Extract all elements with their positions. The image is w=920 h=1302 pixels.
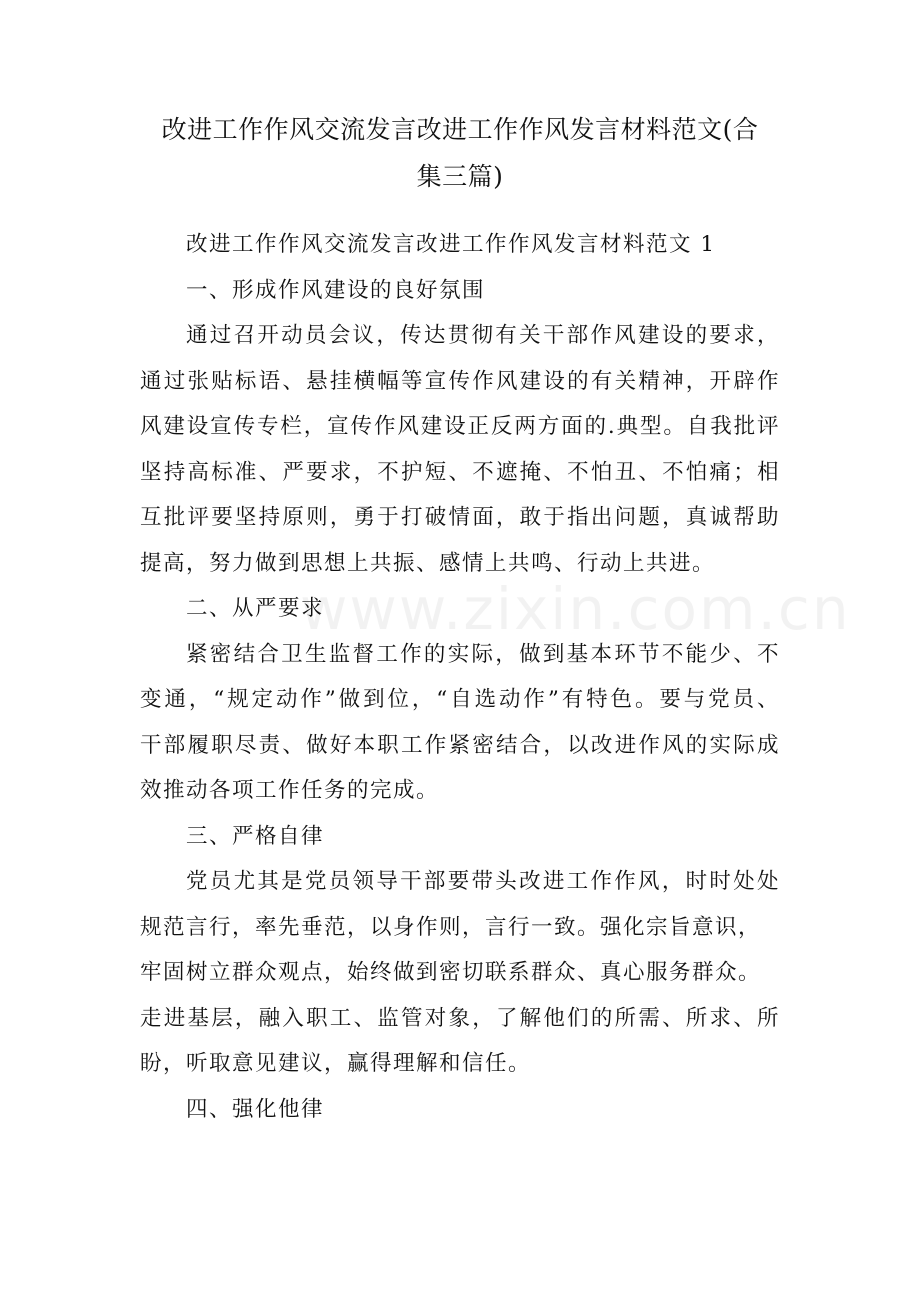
paragraph-3-line: 牢固树立群众观点，始终做到密切联系群众、真心服务群众。 bbox=[140, 960, 762, 985]
document-body bbox=[140, 222, 851, 1132]
paragraph-3-line: 党员尤其是党员领导干部要带头改进工作作风，时时处处 bbox=[186, 869, 780, 894]
heading-3: 三、严格自律 bbox=[186, 823, 325, 849]
paragraph-1-line: 通过张贴标语、悬挂横幅等宣传作风建设的有关精神，开辟作 bbox=[140, 368, 780, 394]
paragraph-2-line: 变通，“规定动作”做到位，“自选动作”有特色。要与党员、 bbox=[140, 687, 780, 712]
paragraph-2-line: 效推动各项工作任务的完成。 bbox=[140, 778, 440, 803]
paragraph-2-line: 干部履职尽责、做好本职工作紧密结合，以改进作风的实际成 bbox=[140, 732, 780, 758]
paragraph-2-line: 紧密结合卫生监督工作的实际，做到基本环节不能少、不 bbox=[186, 641, 780, 667]
heading-1: 一、形成作风建设的良好氛围 bbox=[186, 277, 486, 303]
watermark: www.zixin.com.cn bbox=[300, 575, 851, 643]
heading-2: 二、从严要求 bbox=[186, 596, 325, 621]
paragraph-1-line: 风建设宣传专栏，宣传作风建设正反两方面的.典型。自我批评 bbox=[140, 414, 780, 439]
paragraph-3-line: 盼，听取意见建议，赢得理解和信任。 bbox=[140, 1051, 532, 1076]
paragraph-1-line: 坚持高标准、严要求，不护短、不遮掩、不怕丑、不怕痛；相 bbox=[140, 459, 780, 485]
paragraph-1-line: 互批评要坚持原则，勇于打破情面，敢于指出问题，真诚帮助 bbox=[140, 505, 780, 530]
paragraph-1-line: 通过召开动员会议，传达贯彻有关干部作风建设的要求， bbox=[186, 323, 780, 348]
paragraph-3-line: 规范言行，率先垂范，以身作则，言行一致。强化宗旨意识， bbox=[140, 914, 762, 940]
title-line-1: 改进工作作风交流发言改进工作作风发言材料范文(合 bbox=[161, 115, 759, 144]
document-title bbox=[140, 106, 780, 200]
heading-4: 四、强化他律 bbox=[186, 1096, 325, 1122]
section-title: 改进工作作风交流发言改进工作作风发言材料范文 1 bbox=[186, 232, 716, 257]
paragraph-3-line: 走进基层，融入职工、监管对象，了解他们的所需、所求、所 bbox=[140, 1005, 780, 1031]
paragraph-1-line: 提高，努力做到思想上共振、感情上共鸣、行动上共进。 bbox=[140, 550, 716, 576]
title-line-2: 集三篇) bbox=[416, 162, 504, 191]
